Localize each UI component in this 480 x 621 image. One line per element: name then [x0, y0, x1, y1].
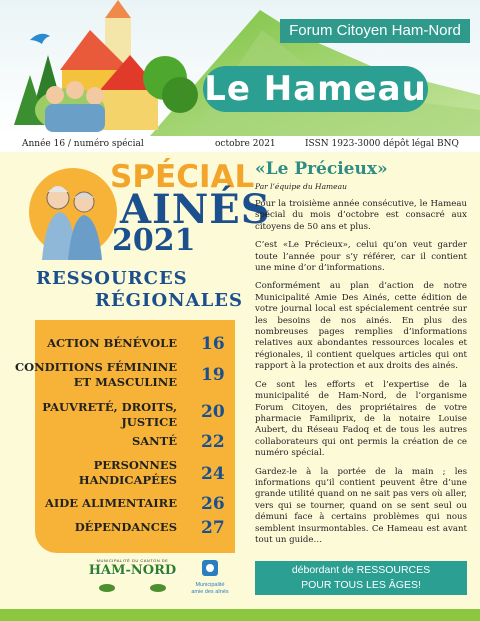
issue-date: octobre 2021 [215, 139, 276, 149]
toc-item-label: ACTION BÉNÉVOLE [47, 336, 177, 350]
article-byline: Par l’équipe du Hameau [255, 182, 347, 191]
bottom-stripe [0, 609, 480, 621]
mada-logo-line1: Municipalité [195, 582, 225, 588]
year-heading: 2021 [112, 223, 196, 258]
issn-info: ISSN 1923-3000 dépôt légal BNQ [305, 139, 459, 149]
toc-item-page: 16 [201, 334, 225, 354]
article-paragraph: Gardez-le à la portée de la main ; les informations qu’il contient peuvent être d’une grande utilité quand on ne sait pas vers où aller, vers qui se tourner, quand on se sent seul ou démuni face à certains problèmes qui nous semblent insurmontables. Ce Hameau est avant tout un guide… [255, 466, 467, 545]
promo-banner [255, 561, 467, 595]
article-title: «Le Précieux» [255, 159, 388, 179]
promo-line2: POUR TOUS LES ÂGES! [301, 579, 421, 591]
ham-nord-logo-subtitle: MUNICIPALITÉ DU CANTON DE [96, 558, 169, 563]
promo-line1: débordant de RESSOURCES [291, 564, 431, 576]
toc-item-page: 26 [201, 494, 225, 514]
toc-item-label: PAUVRETÉ, DROITS, JUSTICE [42, 400, 177, 429]
mada-logo-line2: amie des aînés [191, 589, 229, 595]
article-paragraph: Conformément au plan d’action de notre Municipalité Amie Des Ainés, cette édition de votre journal local est spécialement centrée sur les besoins de nos ainés. En plus des nombreuses pages remplies d’informations relatives aux abondantes ressources locales et régionales, il contient quelques articles qui ont rapport à la protection et aux droits des ainés. [255, 281, 467, 372]
toc-item-page: 20 [201, 402, 225, 422]
article-paragraph: Ce sont les efforts et l’expertise de la municipalité de Ham-Nord, de l’organisme Forum Citoyen, des propriétaires de votre pharmacie Familiprix, de la notaire Louise Aubert, du Réseau Fadoq et de tous les autres collaborateurs qui ont permis la création de ce numéro spécial. [255, 379, 467, 459]
publication-title: Le Hameau [203, 66, 428, 112]
ham-nord-logo [85, 558, 180, 592]
aines-heading: AINÉS [120, 186, 271, 233]
toc-item-label: PERSONNES HANDICAPÉES [78, 458, 177, 487]
toc-item-label: CONDITIONS FÉMININE ET MASCULINE [14, 360, 177, 389]
leaf-icon [85, 582, 180, 594]
toc-item-label: DÉPENDANCES [74, 520, 177, 534]
issue-meta-bar [0, 136, 480, 152]
mada-logo [190, 558, 230, 598]
toc-item-label: AIDE ALIMENTAIRE [45, 496, 177, 510]
resources-heading-line2: RÉGIONALES [95, 290, 243, 311]
table-of-contents [14, 320, 235, 553]
toc-item-page: 27 [201, 518, 225, 538]
forum-citoyen-banner: Forum Citoyen Ham-Nord [280, 19, 470, 43]
mada-emblem-icon [190, 558, 230, 578]
resources-heading-line1: RESSOURCES [36, 268, 188, 289]
seniors-illustration [28, 160, 118, 265]
toc-item-page: 22 [201, 432, 225, 452]
toc-item-page: 24 [201, 464, 225, 484]
toc-item-page: 19 [201, 365, 225, 385]
issue-number: Année 16 / numéro spécial [22, 139, 144, 149]
ham-nord-logo-title: HAM-NORD [88, 563, 177, 578]
article-column [255, 158, 467, 553]
article-paragraph: C’est «Le Précieux», celui qu’on veut garder toute l’année pour s’y référer, car il contient une mine d’or d’informations. [255, 240, 467, 274]
toc-item-label: SANTÉ [131, 434, 177, 448]
article-paragraph: Pour la troisième année consécutive, le Hameau spécial du mois d’octobre est consacré aux citoyens de 50 ans et plus. [255, 199, 467, 232]
special-heading: SPÉCIAL [110, 159, 255, 195]
